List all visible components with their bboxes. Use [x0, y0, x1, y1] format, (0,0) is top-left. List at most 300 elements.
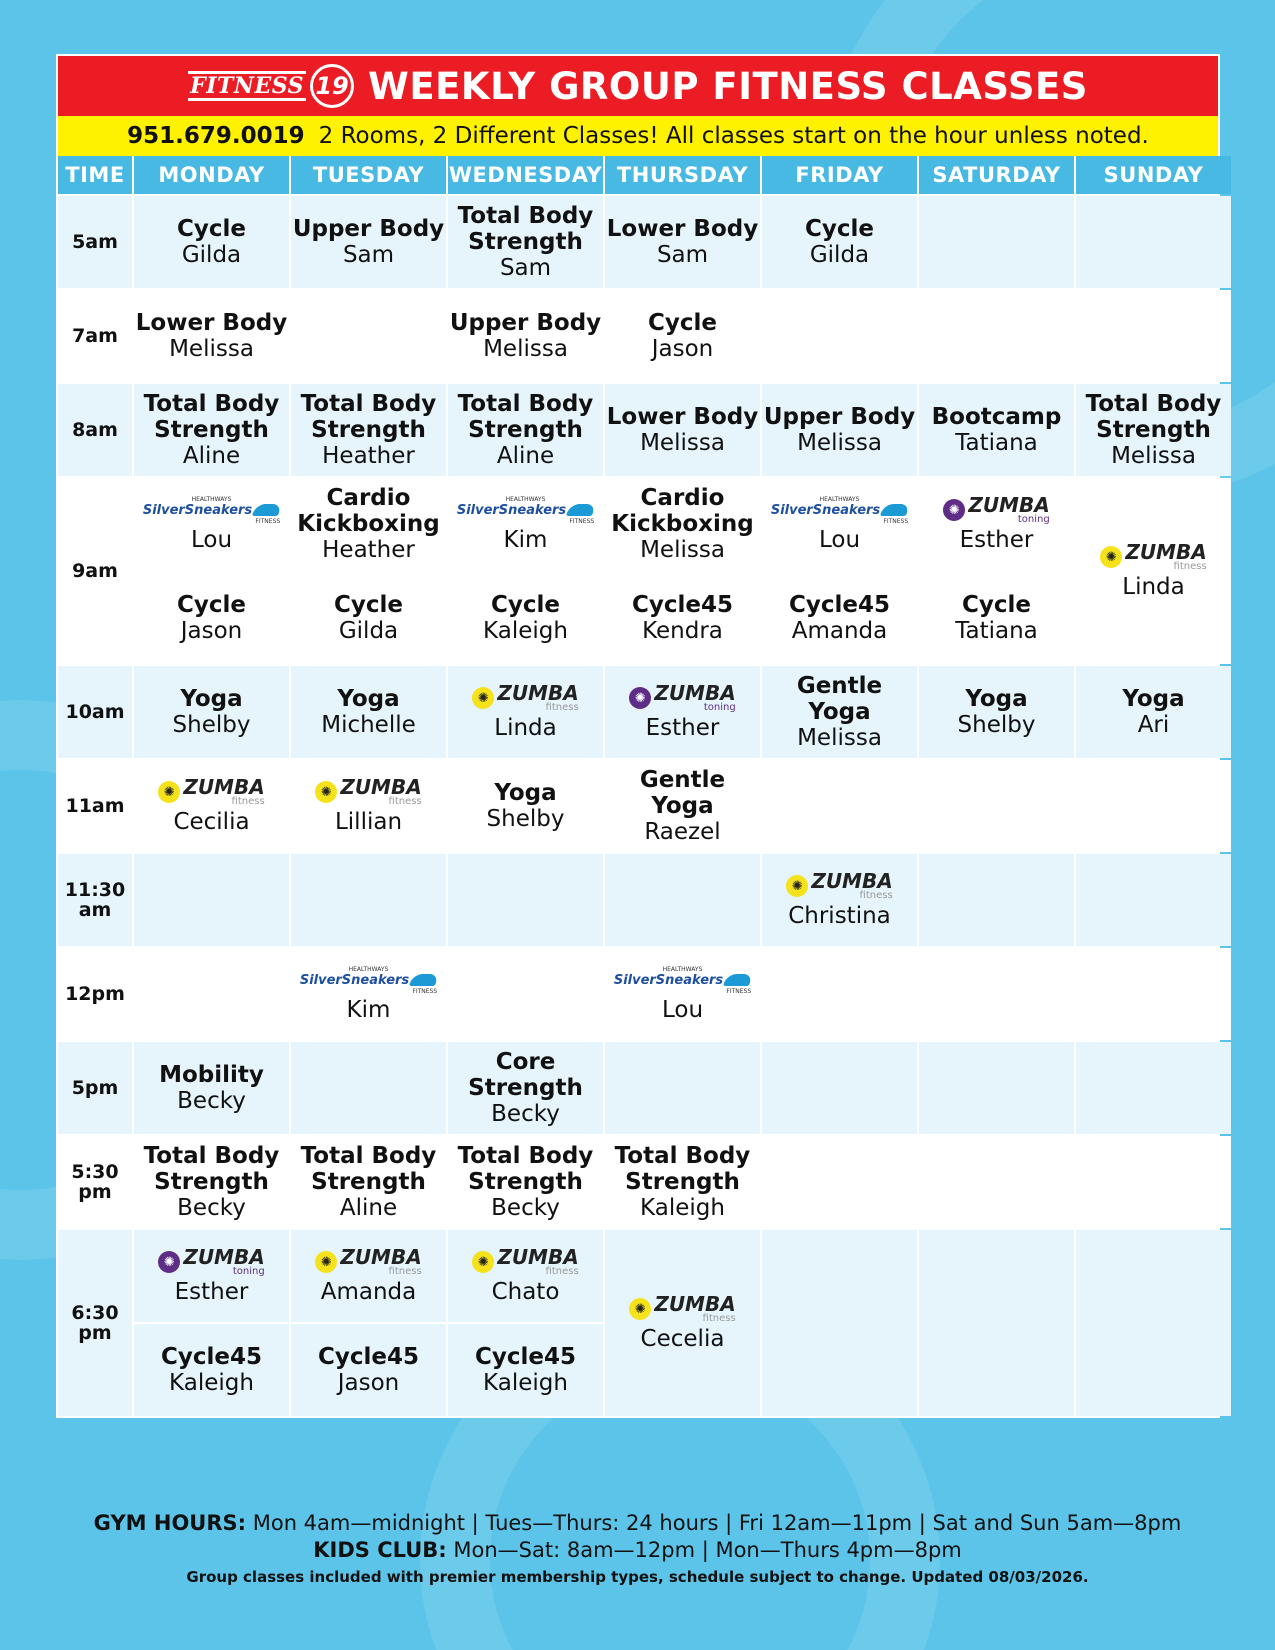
silversneakers-mark: [300, 973, 437, 988]
class-name: Yoga: [1122, 686, 1185, 712]
instructor-name: Jason: [337, 1370, 400, 1396]
zumba-figure-icon: ✺: [1100, 546, 1122, 568]
class-cell: [134, 1136, 289, 1228]
class-cell: [291, 196, 446, 288]
empty-cell: [762, 1042, 917, 1134]
empty-cell: [1076, 1230, 1231, 1416]
class-cell: [762, 196, 917, 288]
class-name: Core Strength: [468, 1049, 583, 1101]
class-cell: [605, 478, 760, 570]
instructor-name: Michelle: [321, 712, 416, 738]
zumba-wordmark: [654, 1294, 735, 1324]
zumba-sub: fitness: [1173, 561, 1207, 572]
zumba-word: ZUMBA: [811, 869, 893, 893]
zumba-wordmark: [811, 871, 892, 901]
class-cell: [448, 666, 603, 758]
zumba-wordmark: [654, 683, 735, 713]
class-cell: [1076, 666, 1231, 758]
column-header-thursday: THURSDAY: [605, 156, 760, 194]
instructor-name: Heather: [322, 537, 415, 563]
time-label: 6:30: [71, 1302, 119, 1324]
class-cell: [134, 384, 289, 476]
zumba-sub: fitness: [545, 1266, 579, 1277]
zumba-wordmark: [183, 1247, 264, 1277]
time-label: 11am: [65, 795, 125, 817]
instructor-name: Becky: [177, 1195, 246, 1221]
empty-cell: [919, 854, 1074, 946]
class-name: Cycle: [648, 310, 717, 336]
empty-cell: [1076, 1042, 1231, 1134]
class-name: Total Body Strength: [457, 1143, 594, 1195]
instructor-name: Shelby: [957, 712, 1036, 738]
time-slot: [58, 478, 132, 664]
empty-cell: [762, 1230, 917, 1416]
instructor-name: Esther: [959, 527, 1034, 553]
zumba-wordmark: [497, 683, 578, 713]
empty-cell: [291, 1042, 446, 1134]
zumba-figure-icon: ✺: [315, 781, 337, 803]
info-banner: [58, 116, 1218, 156]
class-cell: [448, 196, 603, 288]
empty-cell: [762, 290, 917, 382]
class-slot-split: [134, 1230, 289, 1416]
instructor-name: Christina: [788, 903, 891, 929]
class-name: Total Body Strength: [1085, 391, 1222, 443]
silversneakers-top: HEALTHWAYS: [819, 495, 860, 503]
class-cell: [919, 384, 1074, 476]
zumba-sub: fitness: [545, 702, 579, 713]
silversneakers-word: SilverSneakers: [142, 502, 253, 518]
class-cell: [134, 760, 289, 852]
instructor-name: Shelby: [172, 712, 251, 738]
time-slot: [58, 666, 132, 758]
empty-cell: [762, 948, 917, 1040]
sneaker-icon: [252, 504, 282, 516]
empty-cell: [134, 854, 289, 946]
zumba-word: ZUMBA: [654, 1292, 736, 1316]
class-cell: [605, 1230, 760, 1416]
class-name: Upper Body: [449, 310, 602, 336]
time-slot: [58, 854, 132, 946]
silversneakers-logo: [614, 966, 751, 995]
zumba-toning-logo: [158, 1247, 264, 1277]
instructor-name: Melissa: [483, 336, 568, 362]
class-name: Mobility: [159, 1062, 264, 1088]
instructor-name: Tatiana: [955, 430, 1038, 456]
instructor-name: Ari: [1137, 712, 1170, 738]
time-slot: [58, 1042, 132, 1134]
empty-cell: [919, 196, 1074, 288]
time-slot: [58, 1230, 132, 1416]
class-cell: [762, 572, 917, 664]
class-slot-split: [448, 1230, 603, 1416]
class-name: Lower Body: [606, 404, 759, 430]
class-name: Cycle: [962, 592, 1031, 618]
class-name: Yoga: [965, 686, 1028, 712]
instructor-name: Shelby: [486, 806, 565, 832]
silversneakers-mark: [771, 503, 908, 518]
class-cell: [291, 572, 446, 664]
class-slot-split: [762, 478, 917, 664]
instructor-name: Melissa: [1111, 443, 1196, 469]
instructor-name: Becky: [491, 1195, 560, 1221]
page-title: WEEKLY GROUP FITNESS CLASSES: [368, 64, 1088, 108]
instructor-name: Esther: [645, 715, 720, 741]
schedule-grid: [58, 156, 1222, 1416]
instructor-name: Kim: [503, 526, 548, 553]
instructor-name: Sam: [499, 255, 552, 281]
silversneakers-word: SilverSneakers: [299, 972, 410, 988]
zumba-sub: fitness: [231, 796, 265, 807]
silversneakers-top: HEALTHWAYS: [191, 495, 232, 503]
empty-cell: [762, 1136, 917, 1228]
zumba-figure-icon: ✺: [158, 1251, 180, 1273]
fitness19-logo: [188, 64, 354, 108]
zumba-word: ZUMBA: [1125, 540, 1207, 564]
class-cell: [291, 384, 446, 476]
class-name: Upper Body: [763, 404, 916, 430]
zumba-fitness-logo: [315, 1247, 421, 1277]
class-cell: [291, 1324, 446, 1416]
class-cell: [291, 1230, 446, 1322]
silversneakers-mark: [143, 503, 280, 518]
instructor-name: Lou: [661, 996, 704, 1023]
instructor-name: Melissa: [640, 430, 725, 456]
class-name: Gentle Yoga: [639, 767, 726, 819]
silversneakers-word: SilverSneakers: [456, 502, 567, 518]
instructor-name: Gilda: [809, 242, 870, 268]
zumba-fitness-logo: [158, 777, 264, 807]
kids-club-label: KIDS CLUB:: [313, 1538, 447, 1562]
empty-cell: [919, 290, 1074, 382]
silversneakers-top: HEALTHWAYS: [662, 965, 703, 973]
zumba-fitness-logo: [629, 1294, 735, 1324]
silversneakers-top: HEALTHWAYS: [348, 965, 389, 973]
class-cell: [291, 666, 446, 758]
gym-hours-label: GYM HOURS:: [93, 1511, 247, 1535]
instructor-name: Cecilia: [173, 809, 250, 835]
class-cell: [762, 384, 917, 476]
class-cell: [605, 1136, 760, 1228]
class-name: Lower Body: [135, 310, 288, 336]
zumba-figure-icon: ✺: [629, 687, 651, 709]
class-cell: [134, 196, 289, 288]
silversneakers-sub: FITNESS: [412, 987, 438, 995]
empty-cell: [1076, 196, 1231, 288]
zumba-wordmark: [1125, 542, 1206, 572]
zumba-wordmark: [340, 1247, 421, 1277]
zumba-figure-icon: ✺: [629, 1298, 651, 1320]
phone-number[interactable]: 951.679.0019: [127, 123, 305, 149]
zumba-figure-icon: ✺: [472, 1251, 494, 1273]
class-cell: [605, 384, 760, 476]
class-cell: [134, 1042, 289, 1134]
class-slot-split: [134, 478, 289, 664]
instructor-name: Linda: [1122, 574, 1185, 600]
instructor-name: Raezel: [644, 819, 721, 845]
class-name: Cycle45: [632, 592, 733, 618]
class-cell: [134, 1230, 289, 1322]
instructor-name: Jason: [651, 336, 714, 362]
class-name: Cycle: [491, 592, 560, 618]
instructor-name: Melissa: [797, 430, 882, 456]
silversneakers-sub: FITNESS: [255, 517, 281, 525]
class-cell: [134, 290, 289, 382]
class-cell: [448, 1230, 603, 1322]
column-header-time: TIME: [58, 156, 132, 194]
silversneakers-mark: [614, 973, 751, 988]
class-name: Cardio Kickboxing: [611, 485, 754, 537]
empty-cell: [1076, 948, 1231, 1040]
zumba-word: ZUMBA: [340, 1245, 422, 1269]
class-name: Yoga: [180, 686, 243, 712]
class-cell: [919, 572, 1074, 664]
zumba-word: ZUMBA: [497, 681, 579, 705]
class-name: Total Body Strength: [457, 391, 594, 443]
class-name: Cycle: [805, 216, 874, 242]
footer: [0, 1510, 1275, 1590]
silversneakers-word: SilverSneakers: [613, 972, 724, 988]
zumba-figure-icon: ✺: [315, 1251, 337, 1273]
zumba-wordmark: [497, 1247, 578, 1277]
silversneakers-top: HEALTHWAYS: [505, 495, 546, 503]
instructor-name: Becky: [491, 1101, 560, 1127]
class-cell: [448, 1324, 603, 1416]
zumba-figure-icon: ✺: [158, 781, 180, 803]
empty-cell: [1076, 290, 1231, 382]
time-label: 7am: [72, 325, 118, 347]
empty-cell: [919, 760, 1074, 852]
zumba-word: ZUMBA: [183, 775, 265, 799]
sneaker-icon: [880, 504, 910, 516]
instructor-name: Gilda: [181, 242, 242, 268]
time-label: 5:30: [71, 1161, 119, 1183]
instructor-name: Aline: [182, 443, 241, 469]
instructor-name: Kendra: [642, 618, 723, 644]
zumba-fitness-logo: [1100, 542, 1206, 572]
class-name: Total Body Strength: [614, 1143, 751, 1195]
instructor-name: Amanda: [791, 618, 888, 644]
instructor-name: Lou: [818, 526, 861, 553]
sneaker-icon: [409, 974, 439, 986]
class-cell: [448, 760, 603, 852]
instructor-name: Amanda: [320, 1279, 417, 1305]
class-slot-split: [448, 478, 603, 664]
empty-cell: [448, 948, 603, 1040]
column-header-saturday: SATURDAY: [919, 156, 1074, 194]
instructor-name: Melissa: [797, 725, 882, 751]
zumba-figure-icon: ✺: [943, 499, 965, 521]
instructor-name: Kaleigh: [483, 1370, 568, 1396]
class-name: Total Body Strength: [143, 1143, 280, 1195]
empty-cell: [762, 760, 917, 852]
logo-word: FITNESS: [190, 73, 305, 99]
zumba-word: ZUMBA: [497, 1245, 579, 1269]
instructor-name: Melissa: [169, 336, 254, 362]
class-cell: [448, 572, 603, 664]
zumba-toning-logo: [629, 683, 735, 713]
class-name: Cycle: [334, 592, 403, 618]
time-slot: [58, 948, 132, 1040]
zumba-sub: toning: [232, 1266, 265, 1277]
column-header-friday: FRIDAY: [762, 156, 917, 194]
instructor-name: Esther: [174, 1279, 249, 1305]
sneaker-icon: [723, 974, 753, 986]
class-name: Cycle45: [318, 1344, 419, 1370]
zumba-toning-logo: [943, 495, 1049, 525]
class-cell: [291, 1136, 446, 1228]
class-name: Cycle: [177, 592, 246, 618]
class-name: Upper Body: [292, 216, 445, 242]
class-name: Cycle45: [475, 1344, 576, 1370]
class-cell: [1076, 384, 1231, 476]
class-cell: [919, 666, 1074, 758]
zumba-wordmark: [340, 777, 421, 807]
class-cell: [448, 290, 603, 382]
class-cell: [134, 478, 289, 570]
instructor-name: Aline: [496, 443, 555, 469]
class-cell: [448, 1136, 603, 1228]
time-label: 12pm: [65, 983, 125, 1005]
class-cell: [291, 948, 446, 1040]
class-name: Yoga: [494, 780, 557, 806]
class-cell: [134, 666, 289, 758]
time-label: am: [78, 899, 112, 921]
silversneakers-word: SilverSneakers: [770, 502, 881, 518]
empty-cell: [605, 1042, 760, 1134]
class-slot-split: [919, 478, 1074, 664]
time-label: pm: [78, 1322, 112, 1344]
class-name: Cardio Kickboxing: [297, 485, 440, 537]
zumba-wordmark: [183, 777, 264, 807]
footer-note: Group classes included with premier membership types, schedule subject to change. Updated 08/03/2026.: [186, 1568, 1089, 1586]
empty-cell: [1076, 1136, 1231, 1228]
instructor-name: Chato: [491, 1279, 560, 1305]
instructor-name: Kaleigh: [483, 618, 568, 644]
instructor-name: Lillian: [334, 809, 403, 835]
empty-cell: [919, 1230, 1074, 1416]
zumba-sub: fitness: [388, 796, 422, 807]
class-cell: [1076, 478, 1231, 664]
class-name: Gentle Yoga: [796, 673, 883, 725]
column-header-wednesday: WEDNESDAY: [448, 156, 603, 194]
class-name: Total Body Strength: [143, 391, 280, 443]
class-cell: [448, 384, 603, 476]
class-name: Total Body Strength: [300, 1143, 437, 1195]
gym-hours: [0, 1510, 1275, 1537]
instructor-name: Aline: [339, 1195, 398, 1221]
instructor-name: Kim: [346, 996, 391, 1023]
column-header-monday: MONDAY: [134, 156, 289, 194]
silversneakers-sub: FITNESS: [883, 517, 909, 525]
empty-cell: [291, 854, 446, 946]
sneaker-icon: [566, 504, 596, 516]
class-cell: [134, 1324, 289, 1416]
empty-cell: [1076, 854, 1231, 946]
class-cell: [605, 760, 760, 852]
title-bar: [58, 56, 1218, 116]
kids-club-text: Mon—Sat: 8am—12pm | Mon—Thurs 4pm—8pm: [453, 1538, 962, 1562]
empty-cell: [919, 1042, 1074, 1134]
empty-cell: [448, 854, 603, 946]
time-slot: [58, 196, 132, 288]
instructor-name: Heather: [322, 443, 415, 469]
time-slot: [58, 290, 132, 382]
time-label: 5am: [72, 231, 118, 253]
time-label: 10am: [65, 701, 125, 723]
class-slot-split: [291, 1230, 446, 1416]
zumba-sub: toning: [703, 702, 736, 713]
instructor-name: Melissa: [640, 537, 725, 563]
class-cell: [762, 854, 917, 946]
class-name: Bootcamp: [931, 404, 1062, 430]
kids-club: [0, 1537, 1275, 1564]
class-name: Yoga: [337, 686, 400, 712]
column-header-sunday: SUNDAY: [1076, 156, 1231, 194]
zumba-sub: fitness: [702, 1313, 736, 1324]
class-cell: [134, 572, 289, 664]
instructor-name: Lou: [190, 526, 233, 553]
instructor-name: Sam: [342, 242, 395, 268]
class-name: Total Body Strength: [300, 391, 437, 443]
schedule-sheet: [56, 54, 1220, 1418]
instructor-name: Gilda: [338, 618, 399, 644]
silversneakers-mark: [457, 503, 594, 518]
class-cell: [762, 666, 917, 758]
instructor-name: Linda: [494, 715, 557, 741]
logo-number: 19: [310, 64, 354, 108]
class-cell: [448, 1042, 603, 1134]
zumba-sub: fitness: [388, 1266, 422, 1277]
silversneakers-logo: [143, 496, 280, 525]
empty-cell: [134, 948, 289, 1040]
instructor-name: Becky: [177, 1088, 246, 1114]
zumba-fitness-logo: [472, 683, 578, 713]
zumba-word: ZUMBA: [183, 1245, 265, 1269]
class-name: Total Body Strength: [457, 203, 594, 255]
zumba-wordmark: [968, 495, 1049, 525]
silversneakers-sub: FITNESS: [726, 987, 752, 995]
class-cell: [605, 948, 760, 1040]
zumba-fitness-logo: [786, 871, 892, 901]
class-cell: [291, 760, 446, 852]
zumba-figure-icon: ✺: [472, 687, 494, 709]
zumba-word: ZUMBA: [968, 493, 1050, 517]
silversneakers-logo: [771, 496, 908, 525]
tagline: 2 Rooms, 2 Different Classes! All classes start on the hour unless noted.: [318, 123, 1149, 149]
time-label: pm: [78, 1181, 112, 1203]
instructor-name: Kaleigh: [169, 1370, 254, 1396]
time-label: 9am: [72, 560, 118, 582]
column-header-tuesday: TUESDAY: [291, 156, 446, 194]
zumba-sub: fitness: [859, 890, 893, 901]
class-name: Cycle45: [789, 592, 890, 618]
class-slot-split: [605, 478, 760, 664]
silversneakers-logo: [300, 966, 437, 995]
silversneakers-logo: [457, 496, 594, 525]
class-cell: [605, 572, 760, 664]
zumba-figure-icon: ✺: [786, 875, 808, 897]
empty-cell: [919, 1136, 1074, 1228]
instructor-name: Cecelia: [640, 1326, 725, 1352]
time-label: 8am: [72, 419, 118, 441]
instructor-name: Sam: [656, 242, 709, 268]
zumba-fitness-logo: [315, 777, 421, 807]
instructor-name: Jason: [180, 618, 243, 644]
class-cell: [762, 478, 917, 570]
time-label: 5pm: [71, 1077, 119, 1099]
zumba-sub: toning: [1017, 514, 1050, 525]
